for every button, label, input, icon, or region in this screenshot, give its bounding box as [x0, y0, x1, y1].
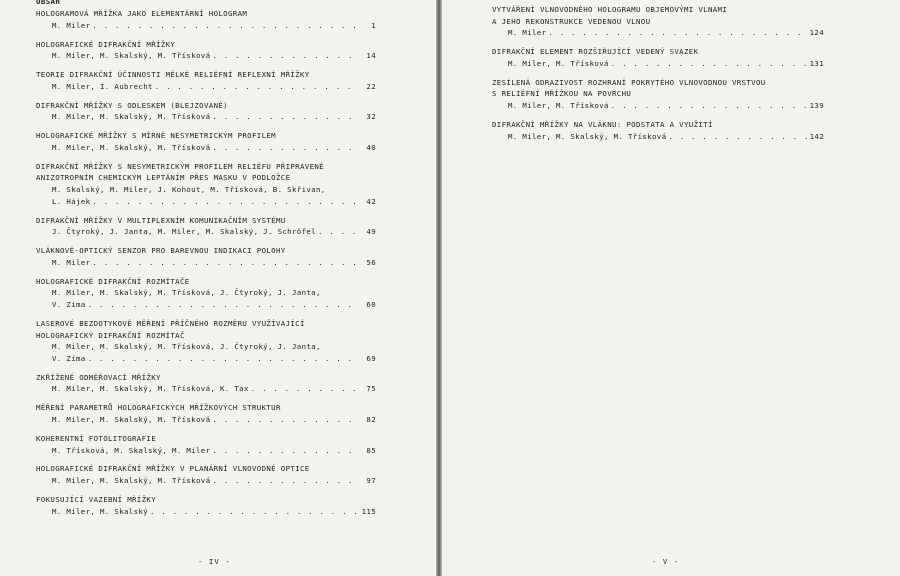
toc-list — [492, 4, 900, 150]
dot-leader — [155, 81, 360, 93]
entry-title: VLÁKNOVĚ-OPTICKÝ SENZOR PRO BAREVNOU INDIKACI POLOHY — [36, 246, 286, 256]
entry-authors: M. Miler, I. Aubrecht — [52, 81, 153, 91]
entry-page-number: 131 — [809, 58, 824, 68]
toc-entry — [36, 8, 438, 39]
entry-title: HOLOGRAFICKÉ DIFRAKČNÍ MŘÍŽKY V PLANÁRNÍ VLNOVODNÉ OPTICE — [36, 464, 310, 474]
dot-leader — [88, 353, 360, 365]
dot-leader — [212, 142, 360, 154]
toc-entry — [36, 130, 438, 161]
entry-author-line — [36, 20, 376, 32]
toc-entry — [36, 318, 438, 372]
entry-author-line — [36, 414, 376, 426]
toc-entry — [36, 215, 438, 246]
entry-authors: M. Miler, M. Skalský, M. Třísková, J. Čtyroký, J. Janta, — [52, 288, 321, 298]
dot-leader — [92, 257, 360, 269]
entry-author-line — [492, 131, 824, 143]
entry-authors: M. Miler, M. Skalský, M. Třísková — [52, 112, 211, 122]
entry-authors: M. Miler, M. Skalský — [52, 506, 148, 516]
entry-title: LASEROVÉ BEZDOTYKOVÉ MĚŘENÍ PŘÍČNÉHO ROZMĚRU VYUŽÍVAJÍCÍ — [36, 318, 305, 328]
toc-entry — [492, 77, 900, 119]
entry-title: HOLOGRAFICKÉ DIFRAKČNÍ MŘÍŽKY — [36, 39, 176, 49]
entry-title: ZKŘÍŽENÉ ODMĚŘOVACÍ MŘÍŽKY — [36, 372, 161, 382]
entry-title: KOHERENTNÍ FOTOLITOGRAFIE — [36, 433, 156, 443]
toc-entry — [36, 402, 438, 433]
entry-page-number: 1 — [371, 20, 376, 30]
entry-author-line — [36, 299, 376, 311]
entry-authors: M. Miler, M. Třísková — [508, 58, 609, 68]
entry-title: DIFRAKČNÍ ELEMENT ROZŠIŘUJÍCÍ VEDENÝ SVAZEK — [492, 47, 699, 57]
toc-entry — [36, 463, 438, 494]
dot-leader — [150, 506, 360, 518]
entry-author-line — [492, 100, 824, 112]
page-number-footer: - V - — [652, 557, 680, 566]
entry-author-line — [36, 257, 376, 269]
entry-authors: M. Miler, M. Skalský, M. Třísková — [52, 476, 211, 486]
entry-author-line — [492, 27, 824, 39]
entry-page-number: 115 — [361, 506, 376, 516]
entry-author-line — [36, 226, 376, 238]
entry-authors: M. Třísková, M. Skalský, M. Miler — [52, 445, 211, 455]
entry-authors: M. Miler, M. Skalský, M. Třísková, K. Tax — [52, 384, 249, 394]
page-number-footer: - IV - — [198, 557, 231, 566]
entry-page-number: 60 — [366, 300, 376, 309]
entry-author-line — [36, 142, 376, 154]
toc-entry — [36, 69, 438, 100]
left-page — [0, 0, 438, 576]
entry-authors: M. Miler, M. Skalský, M. Třísková — [52, 414, 211, 424]
dot-leader — [212, 475, 360, 487]
entry-title: DIFRAKČNÍ MŘÍŽKY S NESYMETRICKÝM PROFILEM RELIÉFU PŘIPRAVENÉ — [36, 161, 324, 171]
entry-authors: M. Miler, M. Skalský, M. Třísková — [52, 142, 211, 152]
entry-author-line — [36, 196, 376, 208]
entry-title: S RELIÉFNÍ MŘÍŽKOU NA POVRCHU — [492, 89, 632, 99]
entry-page-number: 14 — [366, 51, 376, 61]
toc-entry — [492, 119, 900, 150]
entry-authors: M. Miler — [508, 28, 547, 38]
entry-page-number: 124 — [809, 28, 824, 38]
toc-entry — [36, 100, 438, 131]
toc-list — [36, 8, 438, 525]
dot-leader — [212, 50, 360, 62]
entry-authors: L. Hájek — [52, 196, 91, 206]
entry-author-line — [36, 353, 376, 365]
entry-page-number: 56 — [366, 257, 376, 267]
entry-title: A JEHO REKONSTRUKCE VEDENOU VLNOU — [492, 16, 651, 26]
entry-title: HOLOGRAFICKÉ MŘÍŽKY S MÍRNĚ NESYMETRICKÝM PROFILEM — [36, 131, 276, 141]
entry-page-number: 69 — [366, 353, 376, 363]
entry-authors: M. Miler, M. Skalský, M. Třísková — [508, 131, 667, 141]
toc-entry — [36, 372, 438, 403]
entry-author-line — [36, 50, 376, 62]
entry-authors: M. Miler, M. Skalský, M. Třísková, J. Čtyroký, J. Janta, — [52, 342, 321, 352]
dot-leader — [251, 383, 360, 395]
toc-entry — [492, 46, 900, 77]
entry-title: ANIZOTROPNÍM CHEMICKÝM LEPTÁNÍM PŘES MASKU V PODLOŽCE — [36, 173, 291, 183]
dot-leader — [88, 299, 360, 311]
entry-page-number: 40 — [366, 142, 376, 152]
entry-title: DIFRAKČNÍ MŘÍŽKY V MULTIPLEXNÍM KOMUNIKAČNÍM SYSTÉMU — [36, 215, 286, 225]
entry-author-line — [36, 111, 376, 123]
toc-entry — [36, 276, 438, 318]
entry-page-number: 82 — [366, 414, 376, 424]
entry-page-number: 139 — [809, 100, 824, 110]
entry-authors: M. Miler, M. Skalský, M. Třísková — [52, 51, 211, 61]
dot-leader — [548, 27, 807, 39]
entry-title: FOKUSUJÍCÍ VAZEBNÍ MŘÍŽKY — [36, 495, 156, 505]
entry-authors: J. Čtyroký, J. Janta, M. Miler, M. Skalský, J. Schröfel — [52, 227, 316, 237]
entry-author-line — [36, 506, 376, 518]
entry-authors: V. Zíma — [52, 300, 86, 309]
entry-author-line — [492, 58, 824, 70]
entry-authors: M. Miler — [52, 20, 91, 30]
toc-entry — [36, 39, 438, 70]
page-header: OBSAH — [36, 0, 61, 6]
entry-author-line — [36, 383, 376, 395]
dot-leader — [611, 58, 808, 70]
entry-authors: M. Miler, M. Třísková — [508, 100, 609, 110]
right-page — [440, 0, 900, 576]
entry-title: DIFRAKČNÍ MŘÍŽKY S ODLESKEM (BLEJZOVANÉ) — [36, 100, 228, 110]
entry-title: HOLOGRAFICKÝ DIFRAKČNÍ ROZMÍTAČ — [36, 330, 185, 340]
entry-title: ZESÍLENÁ ODRAZIVOST ROZHRANÍ POKRYTÉHO VLNOVODNOU VRSTVOU — [492, 77, 766, 87]
entry-page-number: 49 — [366, 227, 376, 237]
toc-entry — [36, 494, 438, 525]
dot-leader — [212, 111, 360, 123]
entry-page-number: 85 — [366, 445, 376, 455]
entry-authors: V. Zíma — [52, 353, 86, 363]
entry-title: HOLOGRAFICKÉ DIFRAKČNÍ ROZMÍTAČE — [36, 276, 190, 286]
entry-authors: M. Miler — [52, 257, 91, 267]
dot-leader — [668, 131, 807, 143]
entry-title: VYTVÁŘENÍ VLNOVODNÉHO HOLOGRAMU OBJEMOVÝMI VLNAMI — [492, 5, 728, 14]
entry-page-number: 142 — [809, 131, 824, 141]
toc-entry — [36, 161, 438, 215]
entry-page-number: 32 — [366, 112, 376, 122]
book-gutter — [436, 0, 442, 576]
toc-entry — [36, 433, 438, 464]
entry-page-number: 42 — [366, 196, 376, 206]
entry-author-line — [36, 475, 376, 487]
dot-leader — [92, 196, 360, 208]
entry-title: TEORIE DIFRAKČNÍ ÚČINNOSTI MĚLKÉ RELIÉFNÍ REFLEXNÍ MŘÍŽKY — [36, 70, 310, 80]
entry-title: HOLOGRAMOVÁ MŘÍŽKA JAKO ELEMENTÁRNÍ HOLOGRAM — [36, 9, 248, 18]
entry-title: MĚŘENÍ PARAMETRŮ HOLOGRAFICKÝCH MŘÍŽKOVÝCH STRUKTUR — [36, 403, 281, 413]
entry-authors: M. Skalský, M. Miler, J. Kohout, M. Třísková, B. Skřivan, — [52, 185, 326, 195]
dot-leader — [318, 226, 360, 238]
entry-author-line — [36, 81, 376, 93]
entry-author-line — [36, 445, 376, 457]
toc-entry — [492, 4, 900, 46]
entry-title: DIFRAKČNÍ MŘÍŽKY NA VLÁKNU: PODSTATA A VYUŽITÍ — [492, 119, 713, 129]
entry-page-number: 97 — [366, 476, 376, 486]
toc-entry — [36, 245, 438, 276]
dot-leader — [212, 445, 360, 457]
entry-page-number: 22 — [366, 81, 376, 91]
dot-leader — [611, 100, 808, 112]
dot-leader — [212, 414, 360, 426]
entry-page-number: 75 — [366, 384, 376, 394]
dot-leader — [92, 20, 360, 32]
